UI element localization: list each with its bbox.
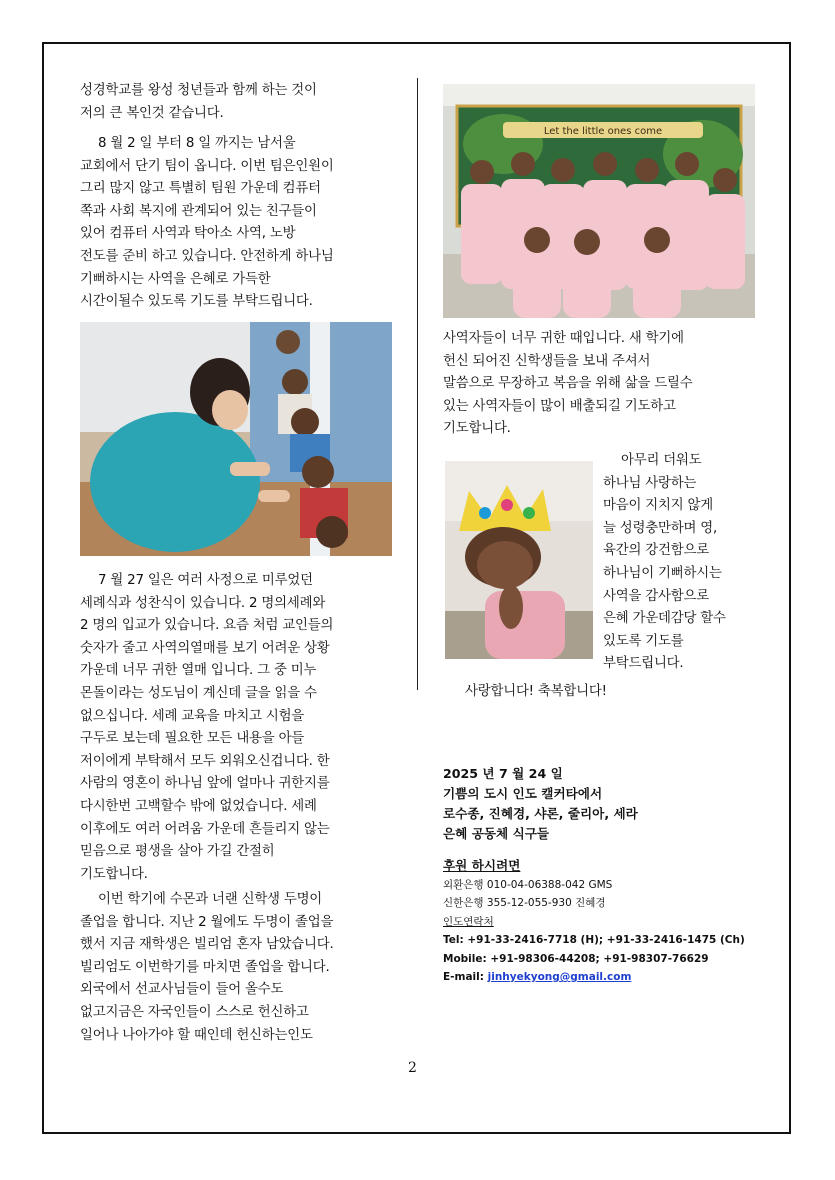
left-block-4	[80, 889, 334, 1047]
photo-group-team	[443, 84, 755, 318]
text-line: 졸업을 합니다. 지난 2 월에도 두명이 졸업을	[80, 914, 334, 930]
text-line: 있도록 기도를	[603, 633, 684, 649]
text-line: 구두로 보는데 필요한 모든 내용을 아들	[80, 731, 305, 747]
banner-text: Let the little ones come	[543, 126, 663, 137]
left-block-3	[80, 570, 333, 886]
page-number: 2	[408, 1060, 417, 1076]
text-line: 하나님 사랑하는	[603, 475, 697, 491]
text-line: 사역자들이 너무 귀한 때입니다. 새 학기에	[443, 331, 684, 346]
text-line: 그리 많지 않고 특별히 팀원 가운데 컴퓨터	[80, 181, 321, 197]
text-line: 이번 학기에 수몬과 너랜 신학생 두명이	[98, 892, 323, 907]
text-line: 쪽과 사회 복지에 관계되어 있는 친구들이	[80, 203, 317, 219]
left-block-1	[80, 80, 317, 125]
text-line: 은혜 가운데감당 할수	[603, 611, 726, 627]
text-line: 몬돌이라는 성도님이 계신데 글을 읽을 수	[80, 685, 317, 701]
text-line: 육간의 강건함으로	[603, 543, 709, 559]
column-divider	[417, 78, 418, 690]
text-line: 7 월 27 일은 여러 사정으로 미루었던	[98, 573, 313, 588]
email-line	[443, 968, 773, 986]
right-block-2	[603, 450, 726, 676]
text-line: 했서 지금 재학생은 빌리엄 혼자 남았습니다.	[80, 937, 334, 953]
support-heading: 후원 하시려면	[443, 858, 521, 873]
text-line: 있는 사역자들이 많이 배출되길 기도하고	[443, 398, 676, 414]
telephone-line: Tel: +91-33-2416-7718 (H); +91-33-2416-1475 (Ch)	[443, 934, 745, 947]
bank-account-2: 신한은행 355-12-055-930 진혜경	[443, 897, 606, 910]
text-line: 늘 성령충만하며 영,	[603, 520, 718, 536]
text-line: 부탁드립니다.	[603, 656, 684, 672]
text-line: 저이에게 부탁해서 모두 외워오신겁니다. 한	[80, 753, 330, 769]
text-line: 전도를 준비 하고 있습니다. 안전하게 하나님	[80, 248, 334, 264]
text-line: 기도합니다.	[443, 421, 511, 437]
text-line: 사람의 영혼이 하나님 앞에 얼마나 귀한지를	[80, 776, 330, 792]
text-line: 믿음으로 평생을 살아 가길 간절히	[80, 844, 275, 860]
text-line: 시간이될수 있도록 기도를 부탁드립니다.	[80, 294, 313, 310]
letter-date: 2025 년 7 월 24 일	[443, 766, 563, 781]
text-line: 2 명의 입교가 있습니다. 요즘 처럼 교인들의	[80, 618, 334, 634]
text-line: 교회에서 단기 팀이 옵니다. 이번 팀은인원이	[80, 158, 334, 174]
text-line: 하나님이 기뻐하시는	[603, 565, 722, 581]
letter-place: 기쁨의 도시 인도 캘커타에서	[443, 786, 603, 801]
text-line: 없고지금은 자국인들이 스스로 헌신하고	[80, 1004, 309, 1020]
text-line: 세례식과 성찬식이 있습니다. 2 명의세례와	[80, 595, 326, 611]
text-line: 외국에서 선교사님들이 들어 올수도	[80, 982, 284, 998]
text-line: 빌리엄도 이번학기를 마치면 졸업을 합니다.	[80, 959, 330, 975]
text-line: 성경학교를 왕성 청년들과 함께 하는 것이	[80, 83, 317, 98]
text-line: 사역을 감사함으로	[603, 588, 709, 604]
email-link[interactable]: jinhyekyong@gmail.com	[487, 971, 632, 984]
bank-account-1: 외환은행 010-04-06388-042 GMS	[443, 879, 613, 891]
text-line: 다시한번 고백할수 밖에 없었습니다. 세례	[80, 798, 317, 814]
sender-org: 은혜 공동체 식구들	[443, 826, 550, 841]
signature-and-contact	[443, 764, 773, 986]
text-line: 기도합니다.	[80, 866, 148, 882]
right-block-1	[443, 328, 693, 441]
text-line: 사랑합니다! 축복합니다!	[465, 684, 607, 699]
text-line: 있어 컴퓨터 사역과 탁아소 사역, 노방	[80, 226, 296, 242]
text-line: 숫자가 줄고 사역의열매를 보기 어려운 상황	[80, 640, 330, 656]
closing-blessing	[465, 681, 607, 704]
text-line: 8 월 2 일 부터 8 일 까지는 남서울	[98, 136, 296, 151]
text-line: 기뻐하시는 사역을 은혜로 가득한	[80, 271, 271, 287]
email-label: E-mail:	[443, 971, 488, 984]
india-contact-heading: 인도연락처	[443, 915, 494, 928]
sender-names: 로수종, 진혜경, 샤론, 줄리아, 세라	[443, 806, 638, 821]
text-line: 저의 큰 복인것 같습니다.	[80, 105, 224, 121]
left-block-2	[80, 133, 334, 314]
text-line: 마음이 지치지 않게	[603, 498, 713, 514]
photo-child-praying	[445, 461, 593, 659]
mobile-line: Mobile: +91-98306-44208; +91-98307-76629	[443, 952, 709, 965]
text-line: 이후에도 여러 어려움 가운데 흔들리지 않는	[80, 821, 330, 837]
text-line: 가운데 너무 귀한 열매 입니다. 그 중 미누	[80, 663, 317, 679]
text-line: 일어나 나아가야 할 때인데 헌신하는인도	[80, 1027, 313, 1043]
text-line: 아무리 더워도	[621, 453, 702, 468]
text-line: 없으십니다. 세례 교육을 마치고 시험을	[80, 708, 305, 724]
text-line: 말씀으로 무장하고 복음을 위해 삶을 드릴수	[443, 376, 693, 392]
text-line: 헌신 되어진 신학생들을 보내 주셔서	[443, 353, 651, 369]
photo-teacher-with-children	[80, 322, 392, 556]
